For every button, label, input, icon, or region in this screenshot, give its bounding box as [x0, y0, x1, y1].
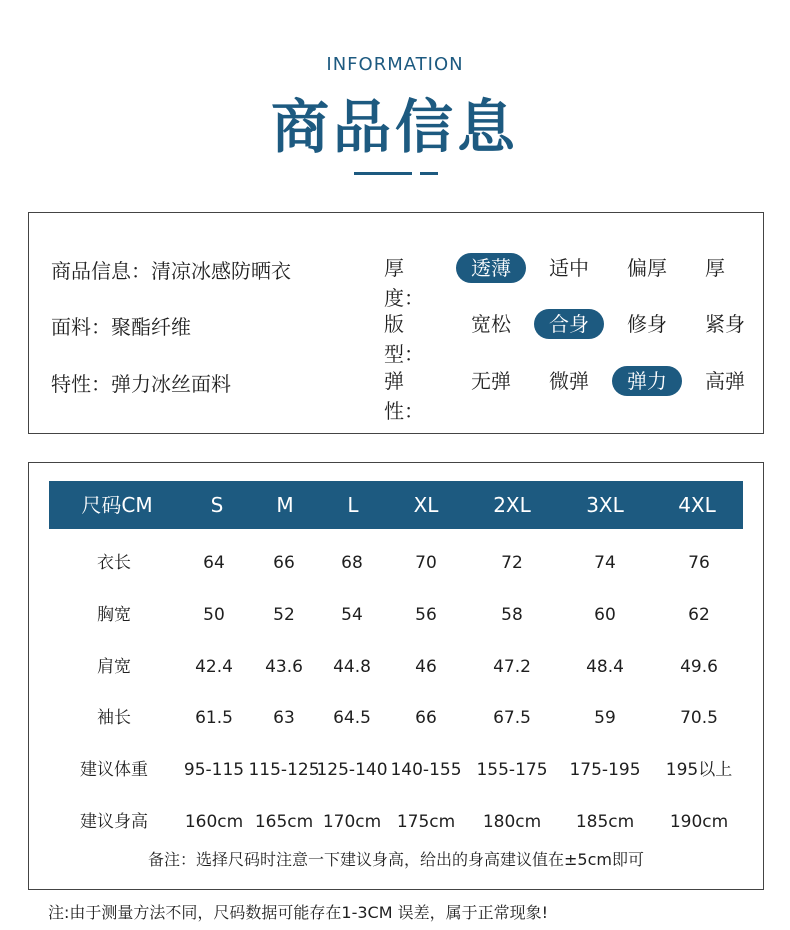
column-header-size: 3XL	[586, 493, 624, 517]
option-medium[interactable]: 适中	[549, 256, 589, 280]
option-no-stretch[interactable]: 无弹	[471, 369, 511, 393]
table-cell: 54	[341, 605, 363, 625]
table-cell: 60	[594, 605, 616, 625]
table-cell: 72	[501, 553, 523, 573]
table-cell: 68	[341, 553, 363, 573]
option-thin[interactable]: 透薄	[456, 253, 526, 283]
product-fabric: 面料：聚酯纤维	[51, 315, 191, 339]
option-slight-stretch[interactable]: 微弹	[549, 369, 589, 393]
table-cell: 175-195	[569, 760, 641, 780]
column-header-size: M	[276, 493, 294, 517]
table-cell: 67.5	[493, 708, 531, 728]
title-divider-long	[354, 172, 412, 175]
table-cell: 42.4	[195, 657, 233, 677]
table-cell: 62	[688, 605, 710, 625]
column-header-size: S	[210, 493, 224, 517]
row-label: 胸宽	[97, 605, 131, 625]
row-label: 衣长	[97, 553, 131, 573]
table-cell: 185cm	[575, 812, 635, 832]
row-label: 肩宽	[97, 657, 131, 677]
option-stretch[interactable]: 弹力	[612, 366, 682, 396]
table-cell: 48.4	[586, 657, 624, 677]
header-subtitle: INFORMATION	[326, 54, 464, 75]
table-cell: 195以上	[665, 760, 733, 780]
table-cell: 44.8	[333, 657, 371, 677]
column-header-size: 4XL	[678, 493, 716, 517]
table-cell: 160cm	[184, 812, 244, 832]
table-cell: 165cm	[254, 812, 314, 832]
option-slim[interactable]: 修身	[627, 312, 667, 336]
table-cell: 155-175	[476, 760, 548, 780]
option-tight[interactable]: 紧身	[705, 312, 745, 336]
column-header-size: 2XL	[493, 493, 531, 517]
row-label: 建议身高	[80, 812, 148, 832]
attribute-label: 厚度：	[384, 256, 424, 310]
row-label: 建议体重	[80, 760, 148, 780]
table-cell: 64.5	[333, 708, 371, 728]
option-thick[interactable]: 厚	[705, 256, 725, 280]
product-info-box	[28, 212, 764, 434]
table-cell: 61.5	[195, 708, 233, 728]
option-loose[interactable]: 宽松	[471, 312, 511, 336]
table-cell: 74	[594, 553, 616, 573]
attribute-label: 弹性：	[384, 369, 424, 423]
title-divider-short	[420, 172, 438, 175]
table-cell: 66	[273, 553, 295, 573]
footer-note: 注:由于测量方法不同，尺码数据可能存在1-3CM 误差，属于正常现象!	[48, 903, 549, 922]
table-cell: 43.6	[265, 657, 303, 677]
table-cell: 50	[203, 605, 225, 625]
table-cell: 115-125	[248, 760, 320, 780]
size-note: 备注：选择尺码时注意一下建议身高，给出的身高建议值在±5cm即可	[148, 850, 644, 869]
size-table-box	[28, 462, 764, 890]
table-cell: 175cm	[396, 812, 456, 832]
column-header-size: L	[347, 493, 359, 517]
table-cell: 63	[273, 708, 295, 728]
table-cell: 70.5	[680, 708, 718, 728]
table-cell: 59	[594, 708, 616, 728]
table-cell: 64	[203, 553, 225, 573]
table-cell: 58	[501, 605, 523, 625]
table-cell: 170cm	[322, 812, 382, 832]
table-cell: 56	[415, 605, 437, 625]
table-cell: 140-155	[390, 760, 462, 780]
product-feature: 特性：弹力冰丝面料	[51, 372, 231, 396]
table-cell: 66	[415, 708, 437, 728]
table-cell: 70	[415, 553, 437, 573]
product-name: 商品信息：清凉冰感防晒衣	[51, 259, 291, 283]
table-cell: 49.6	[680, 657, 718, 677]
table-cell: 190cm	[669, 812, 729, 832]
page-title: 商品信息	[270, 93, 519, 161]
option-thickish[interactable]: 偏厚	[627, 256, 667, 280]
option-regular[interactable]: 合身	[534, 309, 604, 339]
column-header-unit: 尺码CM	[81, 493, 153, 517]
table-cell: 47.2	[493, 657, 531, 677]
attribute-label: 版型：	[384, 312, 424, 366]
table-cell: 95-115	[183, 760, 245, 780]
table-cell: 46	[415, 657, 437, 677]
table-cell: 76	[688, 553, 710, 573]
table-cell: 52	[273, 605, 295, 625]
column-header-size: XL	[413, 493, 439, 517]
option-high-stretch[interactable]: 高弹	[705, 369, 745, 393]
table-cell: 125-140	[316, 760, 388, 780]
size-table-header	[49, 481, 743, 529]
row-label: 袖长	[97, 708, 131, 728]
table-cell: 180cm	[482, 812, 542, 832]
